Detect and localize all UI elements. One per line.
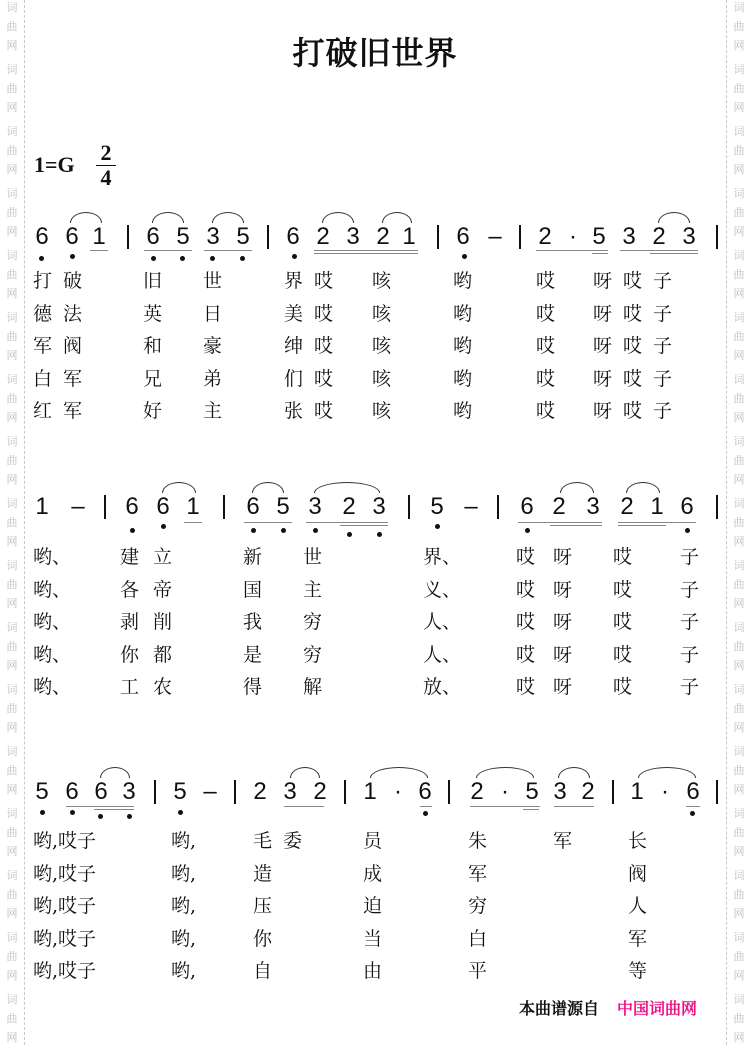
- watermark-char: 词: [733, 125, 745, 138]
- source-credit: [519, 996, 697, 1019]
- lyric-syllable: 哎: [613, 546, 633, 568]
- lyric-syllable: 哎: [623, 270, 643, 292]
- lyric-syllable: 穷: [303, 611, 323, 633]
- lyric-syllable: 子: [680, 643, 700, 666]
- lyric-syllable: 主: [303, 578, 323, 601]
- lyric-syllable: 各: [120, 578, 140, 601]
- lyric-syllable: 放、: [423, 676, 462, 698]
- lyric-syllable: 新: [243, 546, 263, 568]
- lyric-syllable: 军: [628, 927, 648, 950]
- lyric-syllable: 呀: [593, 367, 613, 390]
- lyric-syllable: 平: [468, 960, 488, 982]
- watermark-char: 曲: [6, 82, 18, 95]
- watermark-char: 曲: [733, 268, 745, 281]
- watermark-char: 曲: [6, 144, 18, 157]
- watermark-char: 曲: [733, 702, 745, 715]
- watermark-char: 网: [733, 225, 745, 238]
- lyric-syllable: 帝: [153, 578, 173, 601]
- lyric-syllable: 军: [553, 830, 573, 852]
- watermark-char: 词: [733, 683, 745, 696]
- lyric-syllable: 界、: [423, 546, 462, 568]
- watermark-char: 曲: [733, 826, 745, 839]
- lyric-syllable: 由: [363, 960, 383, 982]
- lyric-syllable: 哟,哎子: [33, 927, 97, 950]
- watermark-char: 词: [6, 249, 18, 262]
- lyric-syllable: 呀: [593, 400, 613, 422]
- lyric-syllable: 破: [63, 270, 83, 292]
- lyric-syllable: 哎: [613, 643, 633, 666]
- watermark-char: 网: [733, 287, 745, 300]
- watermark-char: 网: [733, 845, 745, 858]
- lyric-syllable: 日: [203, 302, 223, 325]
- lyric-syllable: 人、: [423, 643, 462, 666]
- lyric-syllable: 国: [243, 578, 263, 601]
- watermark-char: 曲: [6, 516, 18, 529]
- watermark-char: 词: [733, 559, 745, 572]
- lyric-syllable: 穷: [468, 895, 488, 917]
- watermark-char: 网: [6, 535, 18, 548]
- lyric-syllable: 豪: [203, 335, 223, 357]
- lyric-syllable: 哎: [314, 400, 334, 422]
- lyric-syllable: 成: [363, 862, 383, 885]
- watermark-char: 词: [733, 1, 745, 14]
- lyric-syllable: 白: [33, 367, 53, 390]
- watermark-char: 曲: [6, 330, 18, 343]
- lyric-syllable: 哟、: [33, 611, 72, 633]
- watermark-char: 网: [6, 163, 18, 176]
- lyric-syllable: 绅: [284, 335, 304, 357]
- lyric-syllable: 哟: [453, 270, 473, 292]
- lyric-syllable: 世: [303, 546, 323, 568]
- lyric-syllable: 子: [680, 611, 700, 633]
- lyric-syllable: 哟、: [33, 676, 72, 698]
- watermark-char: 曲: [733, 330, 745, 343]
- watermark-char: 网: [733, 535, 745, 548]
- lyric-syllable: 子: [680, 676, 700, 698]
- lyric-syllable: 世: [203, 270, 223, 292]
- watermark-char: 网: [733, 969, 745, 982]
- watermark-char: 曲: [6, 206, 18, 219]
- watermark-char: 词: [733, 807, 745, 820]
- watermark-char: 曲: [733, 516, 745, 529]
- watermark-char: 曲: [6, 454, 18, 467]
- lyric-syllable: 哟、: [33, 546, 72, 568]
- watermark-char: 网: [733, 659, 745, 672]
- lyric-syllable: 子: [653, 270, 673, 292]
- lyric-syllable: 和: [143, 335, 163, 357]
- watermark-char: 曲: [733, 888, 745, 901]
- watermark-char: 网: [733, 349, 745, 362]
- lyric-syllable: 打: [33, 270, 53, 292]
- lyric-syllable: 哟: [453, 302, 473, 325]
- lyric-syllable: 你: [253, 927, 273, 950]
- lyric-syllable: 委: [283, 830, 303, 852]
- watermark-char: 词: [6, 559, 18, 572]
- lyric-syllable: 哟,哎子: [33, 830, 97, 852]
- watermark-char: 词: [6, 63, 18, 76]
- song-title: 打破旧世界: [292, 34, 458, 72]
- lyric-syllable: 哟,: [171, 830, 197, 852]
- lyric-syllable: 界: [284, 270, 304, 292]
- watermark-char: 曲: [733, 1012, 745, 1025]
- lyric-syllable: 哟: [453, 367, 473, 390]
- lyric-syllable: 得: [243, 676, 263, 698]
- watermark-char: 曲: [6, 888, 18, 901]
- lyric-syllable: 白: [468, 927, 488, 950]
- watermark-char: 曲: [733, 144, 745, 157]
- lyric-syllable: 咳: [372, 400, 392, 422]
- watermark-char: 网: [733, 101, 745, 114]
- watermark-char: 网: [6, 225, 18, 238]
- lyric-syllable: 英: [143, 302, 163, 325]
- watermark-char: 曲: [6, 702, 18, 715]
- watermark-char: 词: [733, 497, 745, 510]
- watermark-char: 网: [6, 473, 18, 486]
- source-label: 本曲谱源自: [519, 999, 600, 1018]
- watermark-char: 曲: [733, 206, 745, 219]
- lyric-syllable: 好: [143, 400, 163, 422]
- staff-row-2: 1 – 6 6 1 6 5 3 2 3 5 – 6 2 3 2 1 6: [0, 492, 750, 552]
- watermark-char: 词: [6, 683, 18, 696]
- watermark-char: 词: [6, 621, 18, 634]
- watermark-char: 词: [733, 931, 745, 944]
- lyric-syllable: 人: [628, 895, 648, 917]
- lyric-syllable: 义、: [423, 578, 462, 601]
- watermark-char: 曲: [6, 20, 18, 33]
- watermark-char: 网: [733, 473, 745, 486]
- lyric-syllable: 军: [468, 862, 488, 885]
- lyric-syllable: 造: [253, 862, 273, 885]
- watermark-char: 词: [6, 1, 18, 14]
- watermark-char: 网: [6, 969, 18, 982]
- lyric-syllable: 农: [153, 676, 173, 698]
- lyric-syllable: 削: [153, 611, 173, 633]
- lyric-syllable: 子: [653, 302, 673, 325]
- watermark-char: 曲: [6, 826, 18, 839]
- lyric-syllable: 解: [303, 676, 323, 698]
- lyric-syllable: 哟、: [33, 578, 72, 601]
- watermark-char: 词: [6, 435, 18, 448]
- lyric-syllable: 当: [363, 927, 383, 950]
- watermark-char: 网: [6, 907, 18, 920]
- lyric-syllable: 阀: [628, 862, 648, 885]
- lyric-syllable: 哎: [314, 335, 334, 357]
- watermark-char: 词: [733, 63, 745, 76]
- watermark-char: 词: [6, 869, 18, 882]
- lyric-syllable: 哎: [516, 578, 536, 601]
- watermark-char: 网: [733, 597, 745, 610]
- lyric-syllable: 哎: [314, 367, 334, 390]
- watermark-char: 词: [6, 187, 18, 200]
- watermark-char: 曲: [6, 950, 18, 963]
- lyric-syllable: 剥: [120, 611, 140, 633]
- lyric-syllable: 主: [203, 400, 223, 422]
- lyric-syllable: 迫: [363, 895, 383, 917]
- watermark-char: 曲: [6, 1012, 18, 1025]
- watermark-char: 曲: [733, 640, 745, 653]
- lyric-syllable: 都: [153, 643, 173, 666]
- watermark-char: 网: [733, 721, 745, 734]
- lyric-syllable: 员: [363, 830, 383, 852]
- lyric-syllable: 子: [653, 335, 673, 357]
- lyric-syllable: 哟: [453, 400, 473, 422]
- watermark-char: 词: [733, 187, 745, 200]
- lyric-syllable: 弟: [203, 367, 223, 390]
- lyric-syllable: 法: [63, 302, 83, 325]
- staff-row-1: 6 6 1 6 5 3 5 6 2 3 2 1 6 – 2 · 5 3 2 3: [0, 222, 750, 282]
- lyric-syllable: 呀: [553, 611, 573, 633]
- watermark-char: 网: [733, 783, 745, 796]
- lyric-syllable: 哎: [314, 302, 334, 325]
- watermark-char: 词: [733, 249, 745, 262]
- lyric-syllable: 兄: [143, 367, 163, 390]
- watermark-char: 曲: [733, 20, 745, 33]
- lyric-syllable: 咳: [372, 270, 392, 292]
- watermark-char: 词: [733, 373, 745, 386]
- lyric-syllable: 哎: [516, 546, 536, 568]
- lyric-syllable: 压: [253, 895, 273, 917]
- lyric-syllable: 红: [33, 400, 53, 422]
- watermark-char: 词: [6, 125, 18, 138]
- watermark-char: 网: [6, 287, 18, 300]
- lyric-syllable: 子: [680, 546, 700, 568]
- watermark-char: 曲: [6, 764, 18, 777]
- lyric-syllable: 是: [243, 643, 263, 666]
- watermark-char: 曲: [6, 578, 18, 591]
- lyric-syllable: 哎: [536, 302, 556, 325]
- watermark-char: 网: [6, 659, 18, 672]
- watermark-char: 网: [733, 1031, 745, 1044]
- watermark-char: 网: [733, 411, 745, 424]
- lyric-syllable: 哟,哎子: [33, 862, 97, 885]
- watermark-char: 曲: [733, 392, 745, 405]
- watermark-char: 词: [733, 993, 745, 1006]
- watermark-char: 曲: [733, 454, 745, 467]
- watermark-char: 曲: [733, 950, 745, 963]
- watermark-char: 网: [6, 1031, 18, 1044]
- lyric-syllable: 我: [243, 611, 263, 633]
- lyric-syllable: 哎: [536, 367, 556, 390]
- lyric-syllable: 呀: [553, 578, 573, 601]
- lyric-syllable: 人、: [423, 611, 462, 633]
- lyric-syllable: 哎: [516, 676, 536, 698]
- lyric-syllable: 工: [120, 676, 140, 698]
- watermark-char: 词: [6, 745, 18, 758]
- lyric-syllable: 哟,: [171, 927, 197, 950]
- watermark-char: 网: [733, 39, 745, 52]
- watermark-char: 词: [6, 993, 18, 1006]
- watermark-char: 曲: [733, 578, 745, 591]
- watermark-char: 词: [6, 311, 18, 324]
- lyric-syllable: 哟,哎子: [33, 895, 97, 917]
- lyric-syllable: 子: [680, 578, 700, 601]
- lyric-syllable: 旧: [143, 270, 163, 292]
- lyric-syllable: 咳: [372, 335, 392, 357]
- lyric-syllable: 长: [628, 830, 648, 852]
- lyric-syllable: 哟,: [171, 862, 197, 885]
- watermark-char: 词: [733, 869, 745, 882]
- lyric-syllable: 等: [628, 960, 648, 982]
- lyric-syllable: 哟,: [171, 960, 197, 982]
- watermark-char: 词: [733, 311, 745, 324]
- watermark-char: 词: [733, 435, 745, 448]
- watermark-char: 曲: [6, 640, 18, 653]
- lyric-syllable: 哎: [623, 335, 643, 357]
- lyric-syllable: 立: [153, 546, 173, 568]
- lyric-syllable: 哟: [453, 335, 473, 357]
- watermark-char: 网: [6, 411, 18, 424]
- lyric-syllable: 自: [253, 960, 273, 982]
- lyric-syllable: 哎: [623, 400, 643, 422]
- lyric-syllable: 呀: [553, 643, 573, 666]
- lyric-syllable: 哎: [623, 367, 643, 390]
- watermark-char: 网: [733, 907, 745, 920]
- watermark-char: 网: [6, 39, 18, 52]
- source-site-link[interactable]: 中国词曲网: [617, 999, 698, 1018]
- watermark-char: 词: [6, 807, 18, 820]
- time-denominator: 4: [100, 165, 112, 190]
- lyric-syllable: 呀: [593, 335, 613, 357]
- lyric-syllable: 朱: [468, 830, 488, 852]
- lyric-syllable: 咳: [372, 302, 392, 325]
- lyric-syllable: 子: [653, 367, 673, 390]
- lyric-syllable: 美: [284, 302, 304, 325]
- time-numerator: 2: [96, 142, 116, 166]
- lyric-syllable: 你: [120, 643, 140, 666]
- watermark-char: 曲: [733, 764, 745, 777]
- lyric-syllable: 建: [120, 546, 140, 568]
- watermark-char: 网: [6, 845, 18, 858]
- time-signature: [96, 142, 116, 189]
- lyric-syllable: 哎: [613, 578, 633, 601]
- lyric-syllable: 哟,: [171, 895, 197, 917]
- watermark-char: 曲: [6, 392, 18, 405]
- watermark-char: 网: [6, 101, 18, 114]
- watermark-char: 网: [6, 597, 18, 610]
- watermark-char: 曲: [6, 268, 18, 281]
- watermark-char: 词: [733, 745, 745, 758]
- lyric-syllable: 德: [33, 302, 53, 325]
- lyric-syllable: 军: [33, 335, 53, 357]
- lyric-syllable: 哟,哎子: [33, 960, 97, 982]
- lyric-syllable: 哎: [613, 676, 633, 698]
- lyric-syllable: 军: [63, 367, 83, 390]
- lyric-syllable: 呀: [553, 676, 573, 698]
- lyric-syllable: 阀: [63, 335, 83, 357]
- lyric-syllable: 哎: [613, 611, 633, 633]
- lyric-syllable: 呀: [593, 270, 613, 292]
- watermark-char: 网: [6, 721, 18, 734]
- staff-row-3: 5 6 6 3 5 – 2 3 2 1 · 6 2 · 5 3 2 1 · 6: [0, 777, 750, 837]
- watermark-char: 曲: [733, 82, 745, 95]
- lyric-syllable: 哎: [516, 611, 536, 633]
- lyric-syllable: 哎: [314, 270, 334, 292]
- lyric-syllable: 哎: [536, 270, 556, 292]
- lyric-syllable: 呀: [553, 546, 573, 568]
- lyric-syllable: 军: [63, 400, 83, 422]
- watermark-char: 词: [6, 931, 18, 944]
- key-signature: 1=G: [34, 152, 75, 177]
- lyric-syllable: 哎: [536, 335, 556, 357]
- lyric-syllable: 哎: [516, 643, 536, 666]
- lyric-syllable: 们: [284, 367, 304, 390]
- watermark-char: 词: [6, 497, 18, 510]
- lyric-syllable: 咳: [372, 367, 392, 390]
- watermark-char: 网: [733, 163, 745, 176]
- lyric-syllable: 哎: [536, 400, 556, 422]
- watermark-char: 网: [6, 349, 18, 362]
- lyric-syllable: 哎: [623, 302, 643, 325]
- watermark-char: 网: [6, 783, 18, 796]
- lyric-syllable: 哟、: [33, 643, 72, 666]
- lyric-syllable: 张: [284, 400, 304, 422]
- lyric-syllable: 呀: [593, 302, 613, 325]
- lyric-syllable: 穷: [303, 643, 323, 666]
- lyric-syllable: 毛: [253, 830, 273, 852]
- watermark-char: 词: [733, 621, 745, 634]
- lyric-syllable: 子: [653, 400, 673, 422]
- watermark-char: 词: [6, 373, 18, 386]
